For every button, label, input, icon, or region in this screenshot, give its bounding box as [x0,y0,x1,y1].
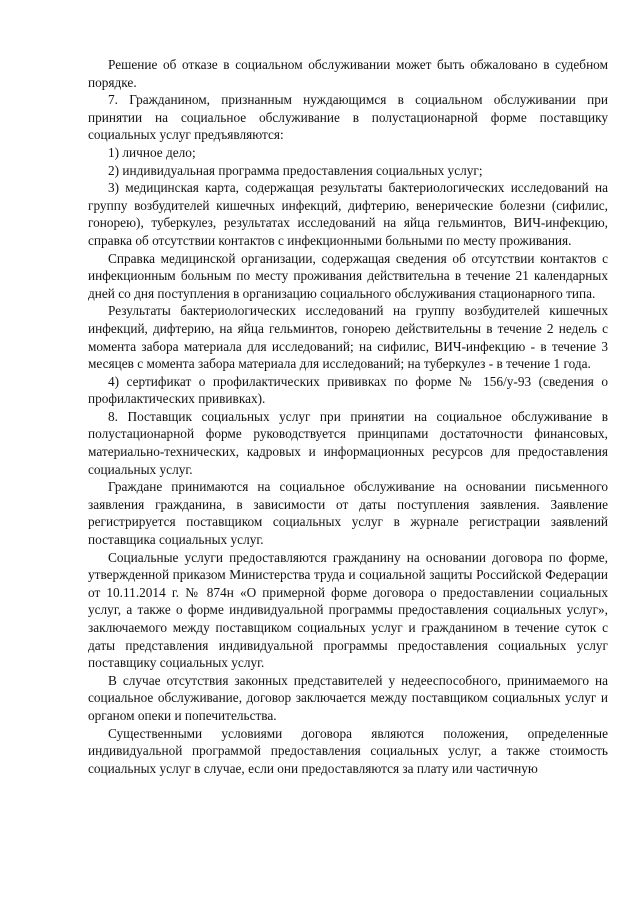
paragraph-contract-terms: Существенными условиями договора являются положения, определенные индивидуальной программой предоставления социальных услуг, а также стоимость социальных услуг в случае, если они предоставляются за плату или частичную [88,725,608,776]
list-item-vaccination-certificate: 4) сертификат о профилактических прививках по форме № 156/у-93 (сведения о профилактических прививках). [88,373,608,407]
document-page [88,56,608,777]
paragraph-contract: Социальные услуги предоставляются гражданину на основании договора по форме, утвержденной приказом Министерства труда и социальной защиты Российской Федерации от 10.11.2014 г. № 874н «О примерной форме договора о предоставлении социальных услуг, а также о форме индивидуальной программы предоставления социальных услуг», заключаемого между поставщиком социальных услуг и гражданином в течение суток с даты представления индивидуальной программы предоставления социальных услуг поставщику социальных услуг. [88,549,608,671]
list-item-personal-file: 1) личное дело; [108,144,196,160]
paragraph-test-results: Результаты бактериологических исследований на группу возбудителей кишечных инфекций, дифтерию, на яйца гельминтов, гонорею действительны в течение 2 недель с момента забора материала для исследований; на сифилис, ВИЧ-инфекцию - в течение 3 месяцев с момента забора материала для исследований; на туберкулез - в течение 1 года. [88,303,608,372]
paragraph-medical-certificate: Справка медицинской организации, содержащая сведения об отсутствии контактов с инфекционным больным по месту проживания действительна в течение 21 календарных дней со дня поступления в организацию социального обслуживания стационарного типа. [88,250,608,301]
paragraph-appeal: Решение об отказе в социальном обслуживании может быть обжаловано в судебном порядке. [88,57,608,90]
list-item-medical-card: 3) медицинская карта, содержащая результаты бактериологических исследований на группу возбудителей кишечных инфекций, дифтерию, венерические болезни (сифилис, гонорею), туберкулез, результатах исследований на яйца гельминтов, ВИЧ-инфекцию, справка об отсутствии контактов с инфекционными больными по месту проживания. [88,180,608,248]
paragraph-item-7: 7. Гражданином, признанным нуждающимся в социальном обслуживании при принятии на социальное обслуживание в полустационарной форме поставщику социальных услуг предъявляются: [88,92,608,143]
paragraph-guardianship: В случае отсутствия законных представителей у недееспособного, принимаемого на социальное обслуживание, договор заключается между поставщиком социальных услуг и органом опеки и попечительства. [88,672,608,723]
paragraph-application: Граждане принимаются на социальное обслуживание на основании письменного заявления гражданина, в зависимости от даты поступления заявления. Заявление регистрируется поставщиком социальных услуг в журнале регистрации заявлений поставщика социальных услуг. [88,479,608,548]
list-item-individual-program: 2) индивидуальная программа предоставления социальных услуг; [108,162,483,178]
paragraph-item-8: 8. Поставщик социальных услуг при принятии на социальное обслуживание в полустационарной форме руководствуется принципами достаточности финансовых, материально-технических, кадровых и информационных ресурсов для предоставления социальных услуг. [88,408,608,477]
